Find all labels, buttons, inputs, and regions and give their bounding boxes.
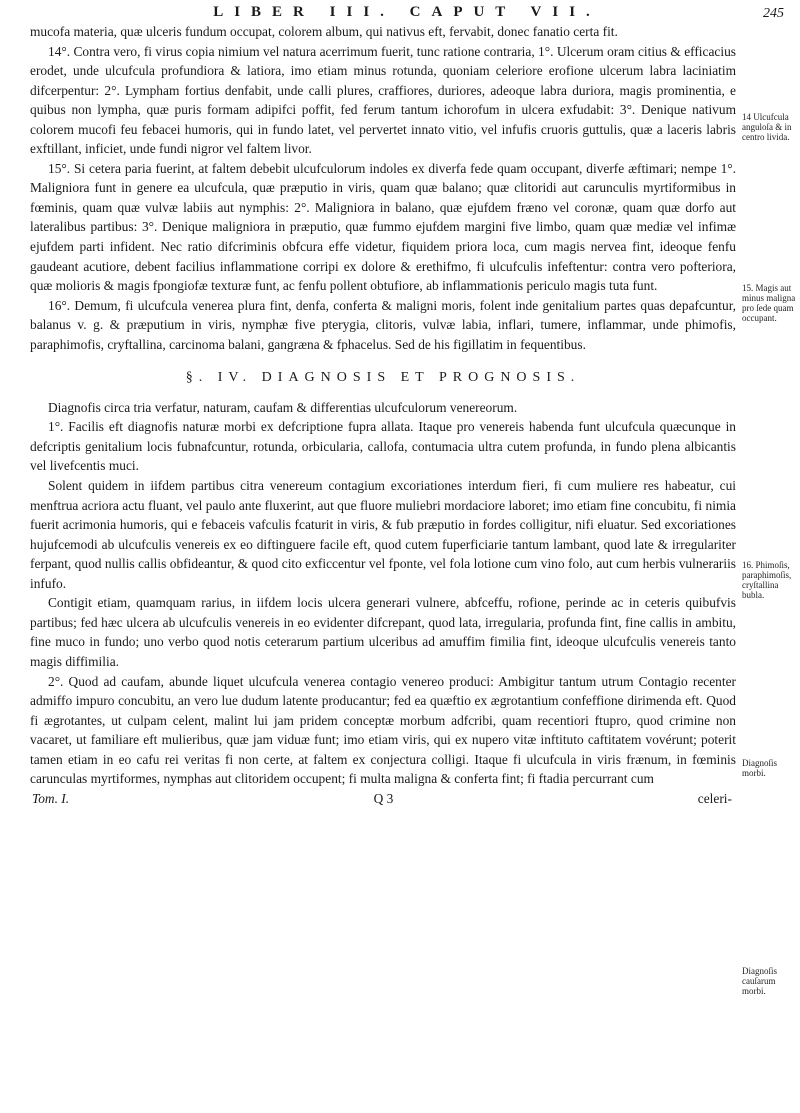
paragraph-diagnosis-intro: Diagnofis circa tria verfatur, naturam, caufam & differentias ulcufculorum venereorum.: [48, 399, 518, 415]
book-chapter-title: LIBER III. CAPUT VII.: [213, 4, 601, 20]
margin-note-15: 15. Magis aut minus maligna pro ſede quam occupant.: [742, 283, 796, 323]
margin-note-diagnosis: Diagnoſis morbi.: [742, 758, 777, 778]
page-number: 245: [763, 6, 784, 21]
paragraph-diagnosis-2: 2°. Quod ad caufam, abunde liquet ulcufcula venerea contagio venereo produci: Ambigitur tantum utrum Contagio recenter admiffo impuro concubitu, an vero lue dudum latente producantur; fed ea quæftio ex ægrotantium confeffione dirimenda eft. Quod fi ægrotantes, ut culpam celent, malint lui jam pridem conceptæ morbum adfcribi, quam recentiori ftupro, quod crimine non vacaret, ut familiare eft mulieribus, quæ jam viduæ funt; imo etiam viris, qui ex nupero vitæ inftituto caftitatem vovérunt; poterit tamen etiam in eo cafu rei veritas fi non certe, at faltem ex conjectura colligi. Itaque fi ulcufcula in viris frænum, in fœminis carunculas myrtiformes, nymphas aut clitoridem occupent; fi multa maligna & conferta fint; fi ftadia percurrant cum: [30, 673, 736, 787]
paragraph-16: 16°. Demum, fi ulcufcula venerea plura fint, denfa, conferta & maligni moris, folent inde genitalium partes quas depafcuntur, balanus v. g. & præputium in viris, nymphæ five pterygia, clitoris, vulvæ labia, inflari, tumere, inflammar, unde phimofis, paraphimofis, cryftallina, carcinoma balani, gangræna & fphacelus. Sed de his figillatim in fequentibus.: [30, 297, 736, 352]
main-text: [30, 22, 736, 808]
margin-note-16: 16. Phimoſis, paraphimoſis, cryſtallina bubla.: [742, 560, 792, 600]
paragraph: mucofa materia, quæ ulceris fundum occupat, colorem album, qui nativus eft, fervabit, donec fanatio certa fit.: [30, 24, 618, 39]
paragraph-14: 14°. Contra vero, fi virus copia nimium vel natura acerrimum fuerit, tunc ratione contraria, 1°. Ulcerum oram citius & efficacius erodet, unde ulcufcula profundiora & latiora, imo etiam minus rotunda, quoniam celeriore erofione ulcerum labra laciniatim difcerpentur: 2°. Lympham fortius denfabit, unde calli plures, craffiores, duriores, adeoque labra duriora, magis prominentia, e quibus non lympha, quæ puris formam adipifci poffit, fed ferum tantum ichorofum in ulcera exfudabit: 3°. Denique nativum colorem mucofi feu febacei humoris, qui in fundo latet, vel pervertet innato vitio, vel infufis cruoris guttulis, quæ a laceris labris exftillant, inficiet, unde fundi nigror vel faltem livor.: [30, 43, 736, 157]
signature-mark: Q 3: [373, 790, 394, 806]
paragraph-diagnosis-1: 1°. Facilis eft diagnofis naturæ morbi ex defcriptione fupra allata. Itaque pro venereis habenda funt ulcufcula quæcunque in defcriptis genitalium locis fubnafcuntur, rotunda, orbicularia, callofa, contumacia ultra cutem profunda, in fundo plena albicantis vel livefcentis muci.: [30, 419, 736, 474]
section-heading: §. IV. DIAGNOSIS ET PROGNOSIS.: [185, 370, 581, 386]
paragraph-15: 15°. Si cetera paria fuerint, at faltem debebit ulcufculorum indoles ex diverfa fede quam occupant, diverfe æftimari; nempe 1°. Maligniora funt in genere ea ulcufcula, quæ præputio in viris, quam quæ balano; quæ clitoridi aut carunculis myrtiformibus in fœminis, quam quæ vulvæ labiis aut nymphis: 2°. Maligniora in balano, quæ ejufdem fræno vel coronæ, quam quæ dorfo aut lateralibus partibus: 3°. Denique maligniora in præputio, quæ fummo ejufdem margini five limbo, quam quæ mediæ vel infimæ ejufdem parti infident. Nec ratio difcriminis obfcura effe videtur, fiquidem priora loca, cum magis nervea fint, ideoque fenfu gaudeant acutiore, debent facilius inflammatione corripi ex dolore & erethifmo, fi ulcufculis infeftentur: contra vero pofteriora, quæ molioris & magis fpongiofæ texturæ funt, ac fenfu pollent obtufiore, ab inflammationis periculo magis tuta funt.: [30, 160, 736, 294]
margin-note-causes: Diagnoſis cauſarum morbi.: [742, 966, 777, 996]
page-footer: [30, 789, 736, 809]
paragraph-excoriations: Solent quidem in iifdem partibus citra venereum contagium excoriationes interdum fieri, fi cum muliere res habeatur, cui menftrua acriora actu fluant, vel paulo ante fluxerint, aut que fluore muliebri mordaciore laboret; imo etiam fine concubitu, fi nimia fuerit acrimonia humoris, qui e febaceis vafculis fcaturit in viris, & fub præputio in fordes colligitur, nifi eluatur. Sed excoriationes hujufcemodi ab ulcufculis venereis ex eo diftinguere facile eft, quod cutem fuperficiarie tantum lambant, quod late & irregulariter ferpant, quod nullis callis obfideantur, & quod cito exficcentur vel fponte, vel fola lotione cum vino folo, aut cum herbis vulnerariis infufo.: [30, 478, 736, 591]
paragraph-other-ulcers: Contigit etiam, quamquam rarius, in iifdem locis ulcera generari vulnere, abfceffu, rofione, perinde ac in ceteris quibufvis partibus; fed hæc ulcera ab ulcufculis venereis in eo evidenter difcrepant, quod lata, irregularia, profunda fint, fine callis in ambitu, fine muco in fundo; uno verbo quod notis ceterarum partium ulceribus ad amuffim fimilia fint, ideoque ulcufculis venereis tanto magis diffimilia.: [30, 595, 736, 669]
catchword: celeri-: [697, 790, 732, 806]
margin-note-14: 14 Ulcufcula anguloſa & in centro livida.: [742, 112, 792, 142]
volume-mark: Tom. I.: [32, 790, 70, 806]
